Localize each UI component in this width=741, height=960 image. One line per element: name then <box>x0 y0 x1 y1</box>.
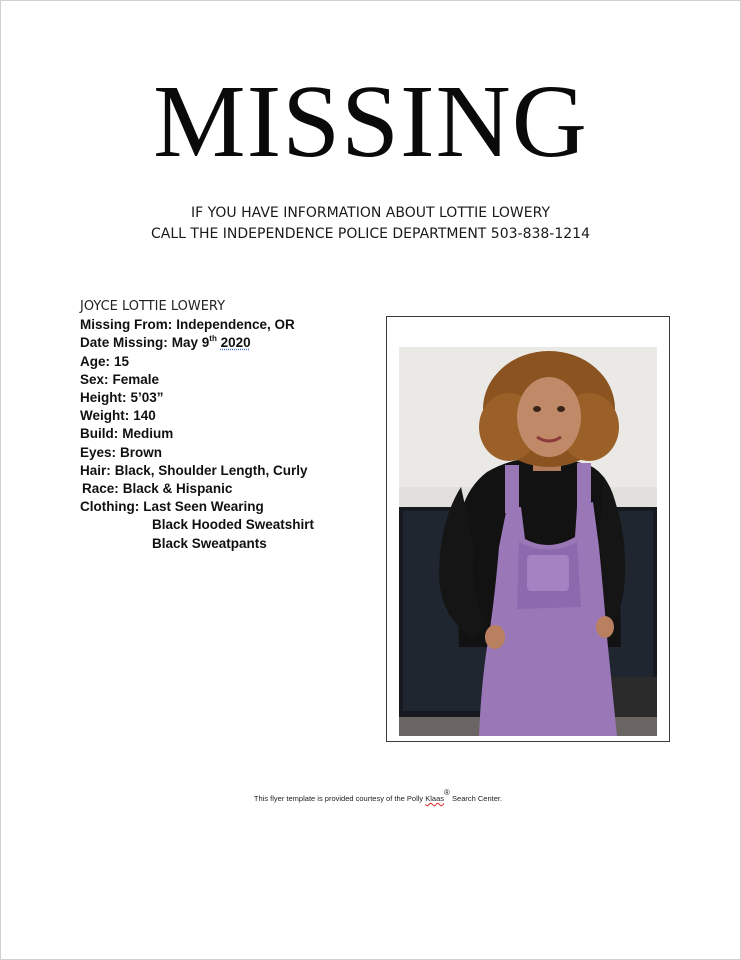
template-credit <box>0 788 741 803</box>
hair-row <box>80 462 380 480</box>
missing-from-label: Missing From: <box>80 317 173 333</box>
notice-line-1: IF YOU HAVE INFORMATION ABOUT LOTTIE LOWERY <box>190 205 550 221</box>
hair-value: Black, Shoulder Length, Curly <box>114 462 308 478</box>
clothing-row <box>80 498 380 516</box>
missing-from-value: Independence, OR <box>176 317 295 333</box>
race-value: Black & Hispanic <box>122 481 233 497</box>
clothing-line-2: Black Hooded Sweatshirt <box>152 517 315 533</box>
clothing-label: Clothing: <box>80 499 140 515</box>
sex-row <box>80 371 380 389</box>
weight-value: 140 <box>133 408 156 424</box>
sex-label: Sex: <box>80 371 109 387</box>
date-missing-value <box>172 335 251 350</box>
race-label: Race: <box>82 481 119 497</box>
person-details <box>80 298 380 553</box>
height-label: Height: <box>80 390 127 406</box>
weight-row <box>80 407 380 425</box>
build-value: Medium <box>122 426 174 442</box>
build-row <box>80 425 380 443</box>
credit-prefix: This flyer template is provided courtesy of the Polly <box>253 794 424 803</box>
clothing-line-1: Last Seen Wearing <box>143 499 264 515</box>
race-row <box>80 480 380 498</box>
age-row <box>80 353 380 371</box>
credit-trademark: ® <box>444 788 450 797</box>
date-missing-row <box>80 334 380 352</box>
date-missing-label: Date Missing: <box>80 335 168 351</box>
missing-headline: MISSING <box>153 64 588 179</box>
weight-label: Weight: <box>80 408 130 424</box>
credit-suffix: Search Center. <box>452 794 503 803</box>
hair-label: Hair: <box>80 462 111 478</box>
photo-illustration <box>399 347 657 736</box>
build-label: Build: <box>80 426 119 442</box>
person-name: JOYCE LOTTIE LOWERY <box>80 299 226 314</box>
height-value: 5’03” <box>130 390 164 406</box>
missing-person-photo <box>399 347 657 736</box>
age-value: 15 <box>114 353 130 369</box>
sex-value: Female <box>112 371 160 387</box>
missing-from-row <box>80 316 380 334</box>
height-row <box>80 389 380 407</box>
notice-line-2: CALL THE INDEPENDENCE POLICE DEPARTMENT 503-838-1214 <box>151 226 590 242</box>
date-ordinal: th <box>209 334 217 344</box>
eyes-row <box>80 444 380 462</box>
eyes-label: Eyes: <box>80 444 117 460</box>
date-month-day: May 9 <box>171 335 210 351</box>
credit-name: Klaas <box>425 794 445 803</box>
date-year: 2020 <box>220 335 251 351</box>
eyes-value: Brown <box>120 444 163 460</box>
age-label: Age: <box>80 353 110 369</box>
clothing-line-3: Black Sweatpants <box>152 535 267 551</box>
contact-notice <box>0 203 741 245</box>
photo-frame <box>386 316 670 742</box>
